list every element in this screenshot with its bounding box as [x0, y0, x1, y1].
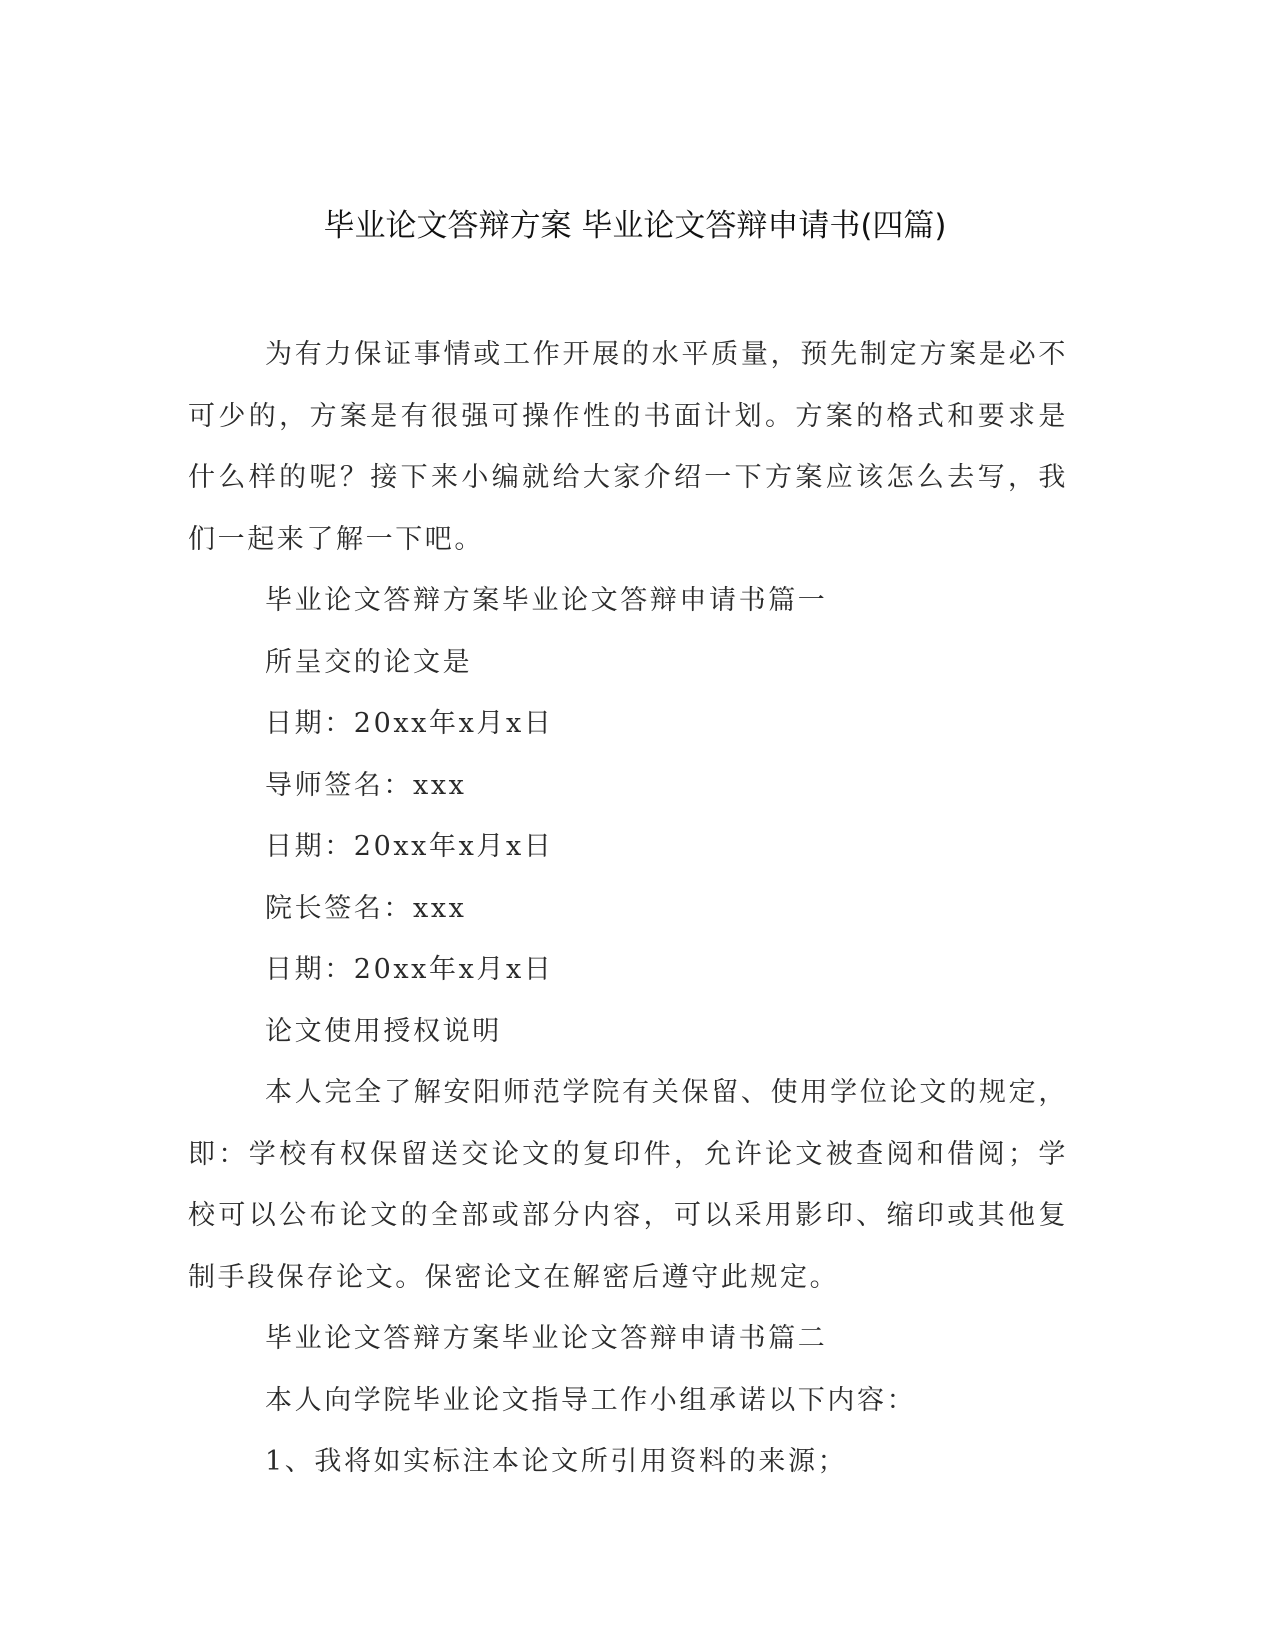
date-line: 日期：20xx年x月x日 [265, 954, 554, 985]
section-heading-1: 毕业论文答辩方案毕业论文答辩申请书篇一 [265, 585, 828, 616]
advisor-signature-line: 导师签名：xxx [265, 769, 467, 801]
section-heading-2: 毕业论文答辩方案毕业论文答辩申请书篇二 [265, 1323, 828, 1354]
date-line: 日期：20xx年x月x日 [265, 708, 554, 739]
pledge-item-1: 1、我将如实标注本论文所引用资料的来源； [265, 1446, 848, 1477]
pledge-intro-line: 本人向学院毕业论文指导工作小组承诺以下内容： [265, 1384, 917, 1416]
dean-signature-line: 院长签名：xxx [265, 892, 467, 924]
date-line: 日期：20xx年x月x日 [265, 831, 554, 862]
document-title: 毕业论文答辩方案 毕业论文答辩申请书(四篇) [323, 208, 947, 244]
document-body [188, 324, 1068, 1493]
submitted-thesis-line: 所呈交的论文是 [265, 646, 473, 678]
authorization-paragraph: 本人完全了解安阳师范学院有关保留、使用学位论文的规定，即：学校有权保留送交论文的复印件，允许论文被查阅和借阅；学校可以公布论文的全部或部分内容，可以采用影印、缩印或其他复制手段保存论文。保密论文在解密后遵守此规定。 [188, 1077, 1068, 1293]
intro-paragraph: 为有力保证事情或工作开展的水平质量，预先制定方案是必不可少的，方案是有很强可操作性的书面计划。方案的格式和要求是什么样的呢？接下来小编就给大家介绍一下方案应该怎么去写，我们一起来了解一下吧。 [188, 339, 1068, 555]
authorization-heading: 论文使用授权说明 [265, 1015, 502, 1047]
